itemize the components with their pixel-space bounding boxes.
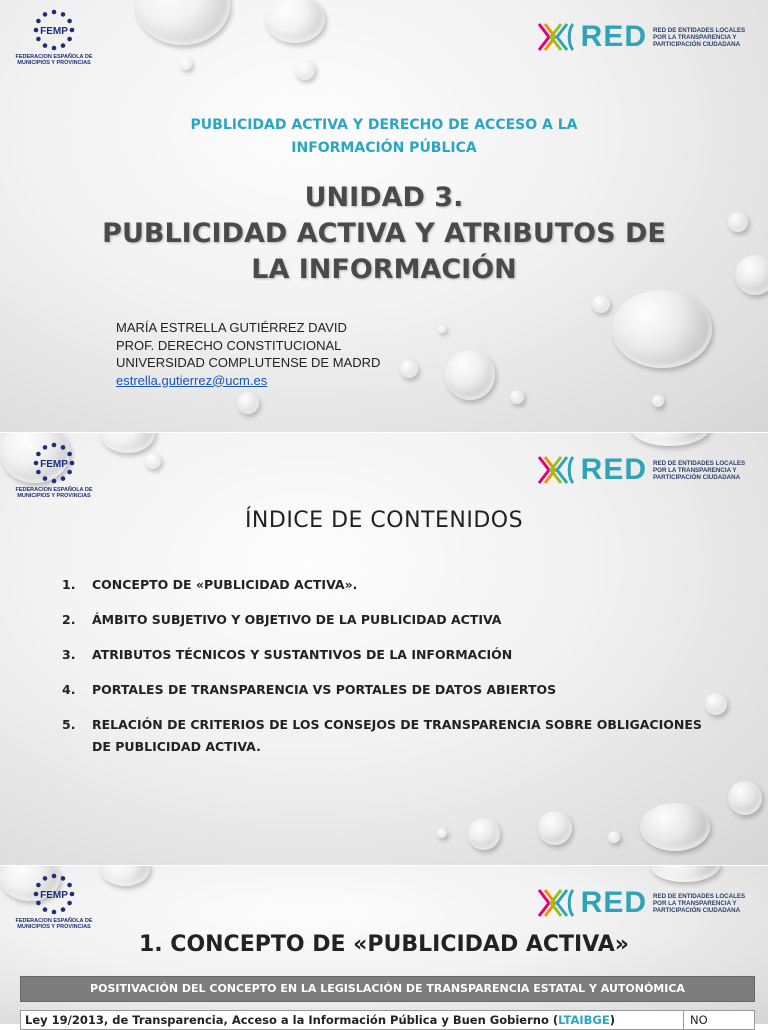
author-name: MARÍA ESTRELLA GUTIÉRREZ DAVID — [116, 320, 347, 335]
water-drop — [438, 325, 446, 333]
water-drop — [612, 290, 712, 368]
author-role: PROF. DERECHO CONSTITUCIONAL — [116, 337, 342, 353]
index-item: 4. PORTALES DE TRANSPARENCIA VS PORTALES DE DATOS ABIERTOS — [62, 682, 557, 697]
femp-label: FEDERACION ESPAÑOLA DE MUNICIPIOS Y PROVINCIAS — [15, 54, 93, 66]
water-drop — [295, 60, 315, 80]
red-word: RED — [580, 453, 647, 486]
table-row — [20, 1010, 755, 1030]
water-drop — [135, 0, 230, 45]
table-cell-value: NO — [690, 1013, 708, 1027]
law-abbr-link[interactable]: LTAIBGE — [558, 1013, 610, 1027]
femp-logo — [14, 441, 94, 499]
femp-logo — [14, 8, 94, 66]
femp-label: FEDERACION ESPAÑOLA DE MUNICIPIOS Y PROVINCIAS — [15, 487, 93, 499]
red-logo — [537, 453, 748, 487]
water-drop — [180, 58, 192, 70]
water-drop — [510, 390, 524, 404]
table-cell-law: Ley 19/2013, de Transparencia, Acceso a la Información Pública y Buen Gobierno (LTAIBGE) — [21, 1011, 684, 1029]
red-tagline: RED DE ENTIDADES LOCALES POR LA TRANSPARENCIA Y PARTICIPACIÓN CIUDADANA — [653, 26, 746, 48]
table-header: POSITIVACIÓN DEL CONCEPTO EN LA LEGISLACIÓN DE TRANSPARENCIA ESTATAL Y AUTONÓMICA — [20, 976, 755, 1002]
femp-logo — [14, 872, 94, 930]
eu-stars-icon — [32, 872, 76, 916]
author-university: UNIVERSIDAD COMPLUTENSE DE MADRD — [116, 355, 381, 370]
red-word: RED — [580, 20, 647, 53]
red-tagline: RED DE ENTIDADES LOCALES POR LA TRANSPARENCIA Y PARTICIPACIÓN CIUDADANA — [653, 459, 746, 481]
eu-stars-icon — [32, 8, 76, 52]
index-list — [62, 574, 712, 771]
femp-abbr: FEMP — [40, 459, 68, 470]
index-item: 5. RELACIÓN DE CRITERIOS DE LOS CONSEJOS DE TRANSPARENCIA SOBRE OBLIGACIONES DE PUBLICIDAD ACTIVA. — [62, 717, 702, 754]
femp-abbr: FEMP — [40, 890, 68, 901]
eu-stars-icon — [32, 441, 76, 485]
water-drop — [652, 395, 664, 407]
red-mark-icon — [537, 20, 575, 54]
course-subtitle: PUBLICIDAD ACTIVA Y DERECHO DE ACCESO A LA INFORMACIÓN PÚBLICA — [190, 117, 578, 156]
water-drop — [237, 392, 259, 414]
concept-title: 1. CONCEPTO DE «PUBLICIDAD ACTIVA» — [138, 932, 630, 957]
red-logo — [537, 20, 748, 54]
author-block — [116, 319, 380, 389]
water-drop — [400, 360, 418, 378]
femp-label: FEDERACION ESPAÑOLA DE MUNICIPIOS Y PROVINCIAS — [15, 918, 93, 930]
index-item: 1. CONCEPTO DE «PUBLICIDAD ACTIVA». — [62, 577, 358, 592]
unit-title: UNIDAD 3. PUBLICIDAD ACTIVA Y ATRIBUTOS DE LA INFORMACIÓN — [102, 182, 666, 285]
red-word: RED — [580, 886, 647, 919]
red-mark-icon — [537, 453, 575, 487]
index-item: 2. ÁMBITO SUBJETIVO Y OBJETIVO DE LA PUBLICIDAD ACTIVA — [62, 612, 502, 627]
red-tagline: RED DE ENTIDADES LOCALES POR LA TRANSPARENCIA Y PARTICIPACIÓN CIUDADANA — [653, 892, 746, 914]
water-drop — [445, 350, 495, 400]
index-title: ÍNDICE DE CONTENIDOS — [244, 508, 524, 533]
water-drop — [265, 0, 325, 43]
water-drop — [592, 295, 610, 313]
slide-title — [0, 0, 768, 432]
index-item: 3. ATRIBUTOS TÉCNICOS Y SUSTANTIVOS DE LA INFORMACIÓN — [62, 647, 513, 662]
author-email-link[interactable]: estrella.gutierrez@ucm.es — [116, 372, 268, 388]
femp-abbr: FEMP — [40, 26, 68, 37]
red-mark-icon — [537, 886, 575, 920]
red-logo — [537, 886, 748, 920]
